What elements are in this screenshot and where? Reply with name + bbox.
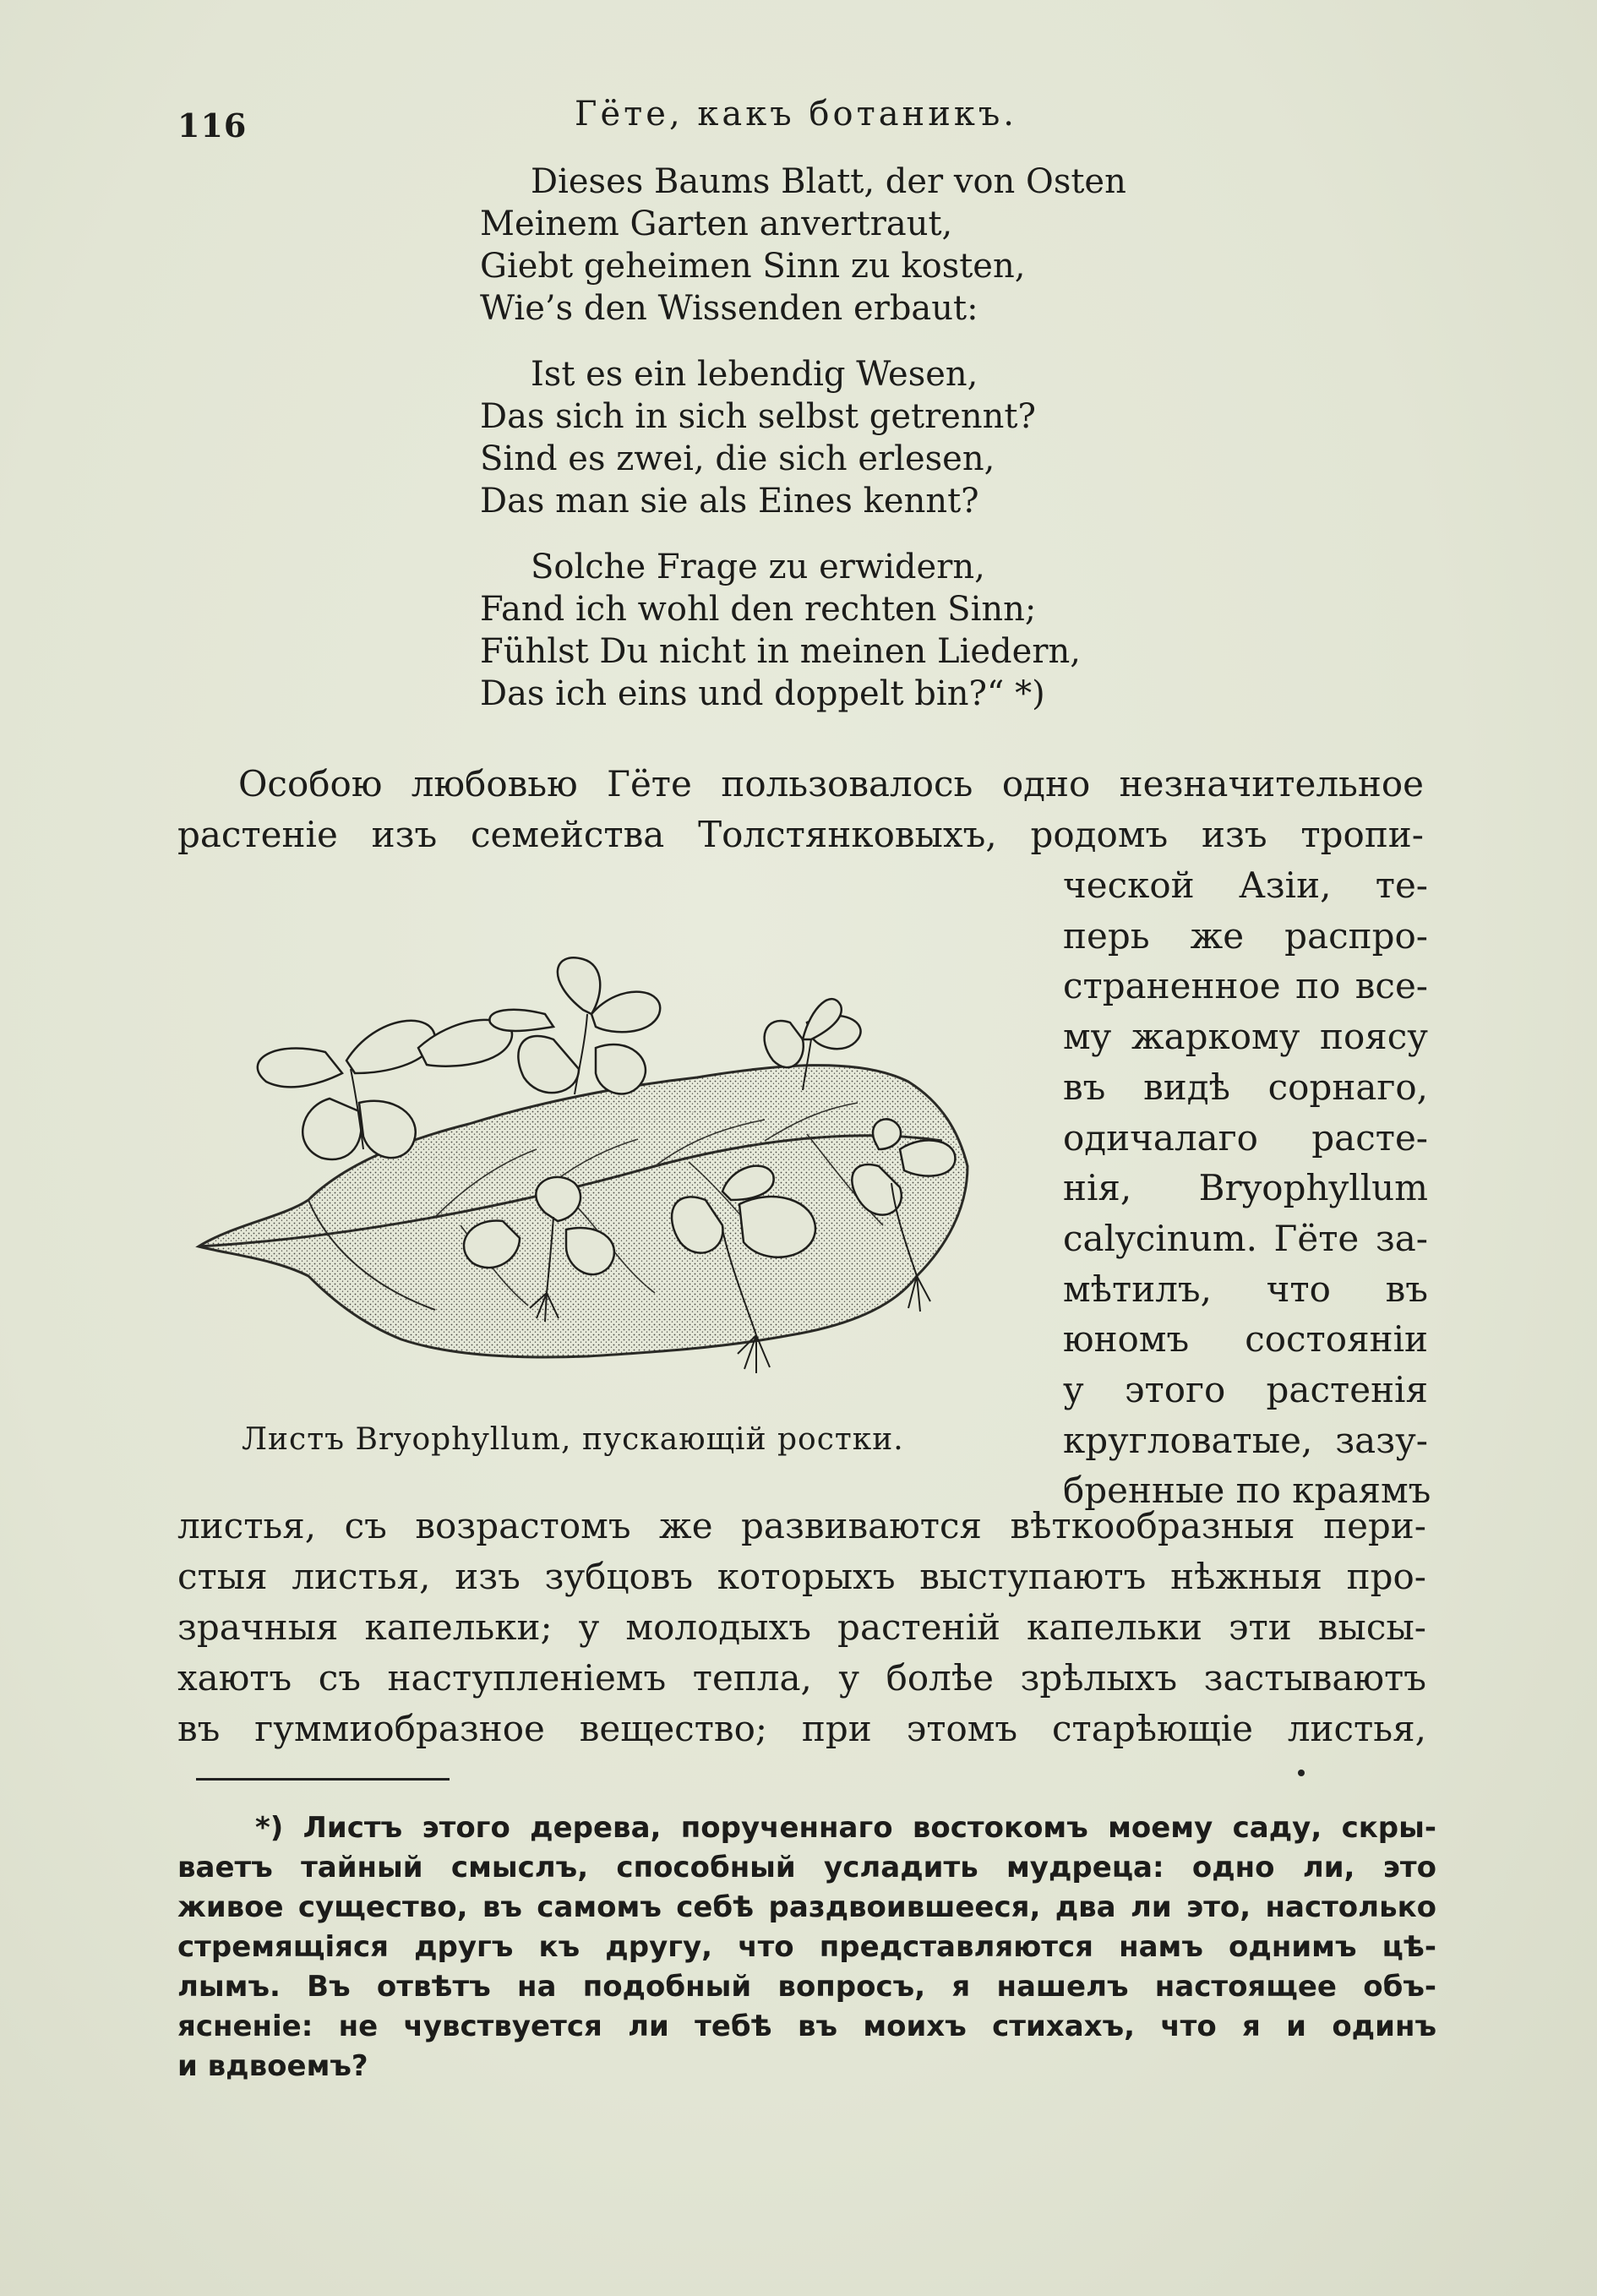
text-line: Особою любовью Гёте пользовалось одно незначительное	[238, 763, 1424, 804]
footnote-divider	[196, 1778, 450, 1781]
text-line: хаютъ съ наступленіемъ тепла, у болѣе зрѣлыхъ застываютъ	[177, 1657, 1426, 1699]
text-line: страненное по все-	[1063, 965, 1428, 1007]
poem-line: Ist es ein lebendig Wesen,	[531, 355, 978, 394]
text-line: нія, Bryophyllum	[1063, 1167, 1428, 1209]
poem-line: Das sich in sich selbst getrennt?	[480, 397, 1036, 436]
poem-line: Das ich eins und doppelt bin?“ *)	[480, 674, 1045, 713]
poem-line: Wie’s den Wissenden erbaut:	[480, 289, 978, 328]
text-line: одичалаго расте-	[1063, 1116, 1428, 1159]
paragraph-continuation	[177, 1501, 1426, 1754]
text-line: му жаркому поясу	[1063, 1016, 1428, 1058]
bryophyllum-leaf-illustration	[182, 913, 1001, 1403]
footnote-line: *) Листъ этого дерева, порученнаго востокомъ моему саду, скры-	[255, 1811, 1436, 1845]
text-line: листья, съ возрастомъ же развиваются вѣткообразныя пери-	[177, 1505, 1426, 1546]
text-line: растеніе изъ семейства Толстянковыхъ, родомъ изъ тропи-	[177, 814, 1424, 855]
text-line: calycinum. Гёте за-	[1063, 1217, 1428, 1259]
footnote-line: и вдвоемъ?	[177, 2049, 368, 2083]
text-line: юномъ состояніи	[1063, 1318, 1428, 1361]
poem-line: Fühlst Du nicht in meinen Liedern,	[480, 632, 1081, 671]
footnote-line: лымъ. Въ отвѣтъ на подобный вопросъ, я нашелъ настоящее объ-	[177, 1970, 1436, 2004]
poem-stanza	[480, 161, 1126, 330]
running-title: Гёте, какъ ботаникъ.	[575, 95, 1018, 134]
poem-line: Dieses Baums Blatt, der von Osten	[531, 162, 1126, 201]
poem-line: Sind es zwei, die sich erlesen,	[480, 439, 995, 478]
paragraph-side-column	[1063, 860, 1431, 1516]
text-line: кругловатые, зазу-	[1063, 1419, 1428, 1461]
poem-line: Giebt geheimen Sinn zu kosten,	[480, 247, 1026, 286]
text-line: въ гуммиобразное вещество; при этомъ старѣющіе листья,	[177, 1708, 1426, 1749]
text-line: стыя листья, изъ зубцовъ которыхъ выступаютъ нѣжныя про-	[177, 1556, 1426, 1597]
figure-caption: Листъ Bryophyllum, пускающій ростки.	[242, 1422, 904, 1457]
text-line: ческой Азіи, те-	[1063, 864, 1428, 906]
page-number: 116	[177, 106, 248, 145]
footnote-line: ваетъ тайный смыслъ, способный усладить мудреца: одно ли, это	[177, 1851, 1436, 1884]
poem	[480, 161, 1126, 739]
poem-stanza	[480, 353, 1126, 522]
leaf-drawing-icon	[182, 913, 1001, 1403]
footnote-line: стремящіяся другъ къ другу, что представляются намъ однимъ цѣ-	[177, 1930, 1436, 1964]
text-line: въ видѣ сорнаго,	[1063, 1066, 1428, 1108]
text-line: мѣтилъ, что въ	[1063, 1268, 1428, 1310]
text-line: бренные по краямъ	[1063, 1470, 1431, 1512]
text-line: у этого растенія	[1063, 1369, 1428, 1411]
poem-stanza	[480, 546, 1126, 715]
footnote	[177, 1808, 1436, 2086]
paragraph-intro	[177, 759, 1424, 860]
poem-line: Meinem Garten anvertraut,	[480, 205, 953, 243]
poem-line: Solche Frage zu erwidern,	[531, 548, 985, 586]
text-line: перь же распро-	[1063, 914, 1428, 957]
poem-line: Fand ich wohl den rechten Sinn;	[480, 590, 1037, 629]
poem-line: Das man sie als Eines kennt?	[480, 482, 979, 521]
footnote-line: ясненіе: не чувствуется ли тебѣ въ моихъ стихахъ, что я и одинъ	[177, 2010, 1436, 2043]
footnote-line: живое существо, въ самомъ себѣ раздвоившееся, два ли это, настолько	[177, 1890, 1436, 1924]
text-line: зрачныя капельки; у молодыхъ растеній капельки эти высы-	[177, 1606, 1426, 1648]
print-speck	[1298, 1770, 1305, 1776]
